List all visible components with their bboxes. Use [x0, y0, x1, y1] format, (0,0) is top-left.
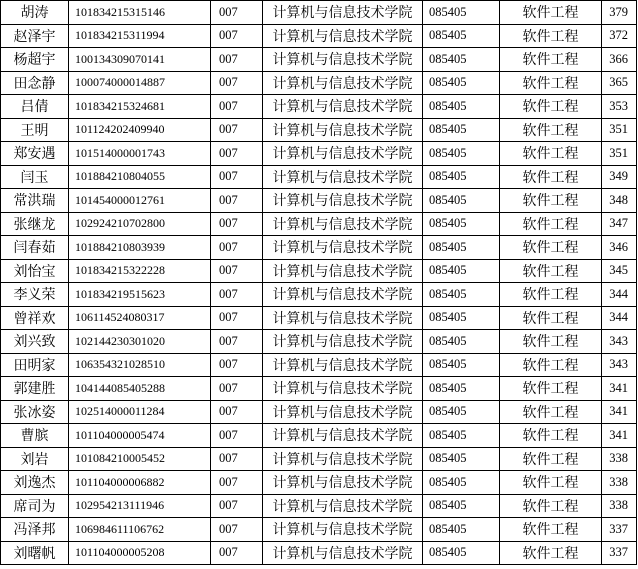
major-name: 软件工程	[500, 95, 602, 119]
student-name: 张继龙	[1, 212, 69, 236]
table-row	[1, 330, 637, 354]
college-name: 计算机与信息技术学院	[263, 165, 423, 189]
major-code: 085405	[423, 330, 500, 354]
student-name: 刘逸杰	[1, 471, 69, 495]
major-name: 软件工程	[500, 400, 602, 424]
major-code: 085405	[423, 48, 500, 72]
college-name: 计算机与信息技术学院	[263, 447, 423, 471]
table-row	[1, 189, 637, 213]
exam-id: 102954213111946	[69, 494, 211, 518]
table-row	[1, 518, 637, 542]
major-code: 085405	[423, 471, 500, 495]
major-code: 085405	[423, 283, 500, 307]
total-score: 338	[602, 471, 637, 495]
major-name: 软件工程	[500, 189, 602, 213]
student-name: 田明家	[1, 353, 69, 377]
major-name: 软件工程	[500, 541, 602, 565]
college-code: 007	[211, 518, 263, 542]
college-code: 007	[211, 95, 263, 119]
exam-id: 106114524080317	[69, 306, 211, 330]
exam-id: 101884210804055	[69, 165, 211, 189]
table-row	[1, 494, 637, 518]
college-code: 007	[211, 283, 263, 307]
college-name: 计算机与信息技术学院	[263, 1, 423, 25]
exam-id: 106354321028510	[69, 353, 211, 377]
student-name: 王明	[1, 118, 69, 142]
exam-id: 101834215322228	[69, 259, 211, 283]
table-row	[1, 236, 637, 260]
table-row	[1, 541, 637, 565]
college-code: 007	[211, 400, 263, 424]
college-code: 007	[211, 494, 263, 518]
exam-id: 106984611106762	[69, 518, 211, 542]
exam-id: 101104000006882	[69, 471, 211, 495]
student-name: 曹膑	[1, 424, 69, 448]
total-score: 341	[602, 377, 637, 401]
college-code: 007	[211, 471, 263, 495]
college-code: 007	[211, 189, 263, 213]
student-name: 郭建胜	[1, 377, 69, 401]
student-name: 田念静	[1, 71, 69, 95]
major-name: 软件工程	[500, 71, 602, 95]
total-score: 341	[602, 424, 637, 448]
college-name: 计算机与信息技术学院	[263, 118, 423, 142]
college-code: 007	[211, 259, 263, 283]
student-name: 闫春茹	[1, 236, 69, 260]
major-code: 085405	[423, 189, 500, 213]
table-row	[1, 353, 637, 377]
table-row	[1, 118, 637, 142]
table-row	[1, 71, 637, 95]
total-score: 347	[602, 212, 637, 236]
total-score: 343	[602, 330, 637, 354]
student-name: 刘兴致	[1, 330, 69, 354]
exam-id: 101834215311994	[69, 24, 211, 48]
table-row	[1, 400, 637, 424]
student-name: 曾祥欢	[1, 306, 69, 330]
student-name: 席司为	[1, 494, 69, 518]
student-name: 赵泽宇	[1, 24, 69, 48]
exam-id: 101084210005452	[69, 447, 211, 471]
exam-id: 101884210803939	[69, 236, 211, 260]
total-score: 346	[602, 236, 637, 260]
total-score: 353	[602, 95, 637, 119]
table-row	[1, 212, 637, 236]
college-name: 计算机与信息技术学院	[263, 471, 423, 495]
major-name: 软件工程	[500, 447, 602, 471]
major-name: 软件工程	[500, 306, 602, 330]
total-score: 341	[602, 400, 637, 424]
major-code: 085405	[423, 518, 500, 542]
student-name: 刘怡宝	[1, 259, 69, 283]
major-name: 软件工程	[500, 24, 602, 48]
table-row	[1, 1, 637, 25]
student-name: 张冰姿	[1, 400, 69, 424]
college-code: 007	[211, 165, 263, 189]
table-row	[1, 424, 637, 448]
total-score: 366	[602, 48, 637, 72]
college-code: 007	[211, 118, 263, 142]
major-code: 085405	[423, 24, 500, 48]
college-code: 007	[211, 330, 263, 354]
student-name: 冯泽邦	[1, 518, 69, 542]
exam-id: 101104000005208	[69, 541, 211, 565]
total-score: 351	[602, 118, 637, 142]
major-name: 软件工程	[500, 424, 602, 448]
major-code: 085405	[423, 306, 500, 330]
college-code: 007	[211, 306, 263, 330]
exam-id: 101104000005474	[69, 424, 211, 448]
college-name: 计算机与信息技术学院	[263, 400, 423, 424]
major-name: 软件工程	[500, 259, 602, 283]
major-name: 软件工程	[500, 236, 602, 260]
college-code: 007	[211, 353, 263, 377]
total-score: 344	[602, 283, 637, 307]
exam-id: 101514000001743	[69, 142, 211, 166]
college-name: 计算机与信息技术学院	[263, 142, 423, 166]
table-row	[1, 48, 637, 72]
exam-id: 104144085405288	[69, 377, 211, 401]
major-name: 软件工程	[500, 142, 602, 166]
total-score: 338	[602, 494, 637, 518]
college-name: 计算机与信息技术学院	[263, 189, 423, 213]
major-name: 软件工程	[500, 48, 602, 72]
student-name: 杨超宇	[1, 48, 69, 72]
college-code: 007	[211, 541, 263, 565]
major-code: 085405	[423, 377, 500, 401]
college-code: 007	[211, 142, 263, 166]
total-score: 372	[602, 24, 637, 48]
major-name: 软件工程	[500, 353, 602, 377]
college-name: 计算机与信息技术学院	[263, 259, 423, 283]
student-name: 闫玉	[1, 165, 69, 189]
total-score: 379	[602, 1, 637, 25]
total-score: 338	[602, 447, 637, 471]
college-name: 计算机与信息技术学院	[263, 353, 423, 377]
student-name: 郑安遇	[1, 142, 69, 166]
table-row	[1, 24, 637, 48]
student-name: 胡涛	[1, 1, 69, 25]
total-score: 348	[602, 189, 637, 213]
student-name: 李义荣	[1, 283, 69, 307]
major-name: 软件工程	[500, 471, 602, 495]
major-code: 085405	[423, 424, 500, 448]
college-code: 007	[211, 1, 263, 25]
college-name: 计算机与信息技术学院	[263, 541, 423, 565]
major-code: 085405	[423, 494, 500, 518]
student-name: 刘岩	[1, 447, 69, 471]
table-row	[1, 377, 637, 401]
major-name: 软件工程	[500, 1, 602, 25]
major-code: 085405	[423, 1, 500, 25]
total-score: 351	[602, 142, 637, 166]
major-code: 085405	[423, 118, 500, 142]
major-code: 085405	[423, 541, 500, 565]
major-name: 软件工程	[500, 283, 602, 307]
major-name: 软件工程	[500, 212, 602, 236]
table-body	[1, 1, 637, 565]
exam-id: 102514000011284	[69, 400, 211, 424]
major-code: 085405	[423, 71, 500, 95]
major-code: 085405	[423, 447, 500, 471]
exam-id: 101124202409940	[69, 118, 211, 142]
major-code: 085405	[423, 212, 500, 236]
college-name: 计算机与信息技术学院	[263, 494, 423, 518]
college-code: 007	[211, 447, 263, 471]
college-name: 计算机与信息技术学院	[263, 236, 423, 260]
college-name: 计算机与信息技术学院	[263, 283, 423, 307]
college-name: 计算机与信息技术学院	[263, 377, 423, 401]
total-score: 344	[602, 306, 637, 330]
table-row	[1, 142, 637, 166]
major-code: 085405	[423, 353, 500, 377]
student-name: 吕倩	[1, 95, 69, 119]
exam-id: 102924210702800	[69, 212, 211, 236]
exam-id: 100134309070141	[69, 48, 211, 72]
college-name: 计算机与信息技术学院	[263, 24, 423, 48]
exam-id: 101834219515623	[69, 283, 211, 307]
exam-id: 101834215324681	[69, 95, 211, 119]
major-name: 软件工程	[500, 118, 602, 142]
major-code: 085405	[423, 142, 500, 166]
college-name: 计算机与信息技术学院	[263, 330, 423, 354]
total-score: 337	[602, 518, 637, 542]
college-name: 计算机与信息技术学院	[263, 212, 423, 236]
college-name: 计算机与信息技术学院	[263, 424, 423, 448]
major-name: 软件工程	[500, 494, 602, 518]
major-code: 085405	[423, 259, 500, 283]
college-code: 007	[211, 212, 263, 236]
college-name: 计算机与信息技术学院	[263, 306, 423, 330]
college-code: 007	[211, 236, 263, 260]
college-code: 007	[211, 424, 263, 448]
table-row	[1, 306, 637, 330]
major-code: 085405	[423, 95, 500, 119]
table-row	[1, 471, 637, 495]
total-score: 365	[602, 71, 637, 95]
total-score: 337	[602, 541, 637, 565]
college-code: 007	[211, 377, 263, 401]
exam-id: 101834215315146	[69, 1, 211, 25]
total-score: 345	[602, 259, 637, 283]
exam-id: 100074000014887	[69, 71, 211, 95]
student-name: 刘曙帆	[1, 541, 69, 565]
exam-id: 102144230301020	[69, 330, 211, 354]
table-row	[1, 259, 637, 283]
college-name: 计算机与信息技术学院	[263, 95, 423, 119]
major-name: 软件工程	[500, 330, 602, 354]
major-code: 085405	[423, 165, 500, 189]
college-code: 007	[211, 71, 263, 95]
student-name: 常洪瑞	[1, 189, 69, 213]
major-code: 085405	[423, 400, 500, 424]
table-row	[1, 95, 637, 119]
table-row	[1, 165, 637, 189]
table-row	[1, 283, 637, 307]
college-name: 计算机与信息技术学院	[263, 48, 423, 72]
total-score: 349	[602, 165, 637, 189]
exam-id: 101454000012761	[69, 189, 211, 213]
major-name: 软件工程	[500, 377, 602, 401]
college-name: 计算机与信息技术学院	[263, 71, 423, 95]
total-score: 343	[602, 353, 637, 377]
college-code: 007	[211, 48, 263, 72]
college-code: 007	[211, 24, 263, 48]
major-name: 软件工程	[500, 165, 602, 189]
table-row	[1, 447, 637, 471]
major-code: 085405	[423, 236, 500, 260]
major-name: 软件工程	[500, 518, 602, 542]
college-name: 计算机与信息技术学院	[263, 518, 423, 542]
